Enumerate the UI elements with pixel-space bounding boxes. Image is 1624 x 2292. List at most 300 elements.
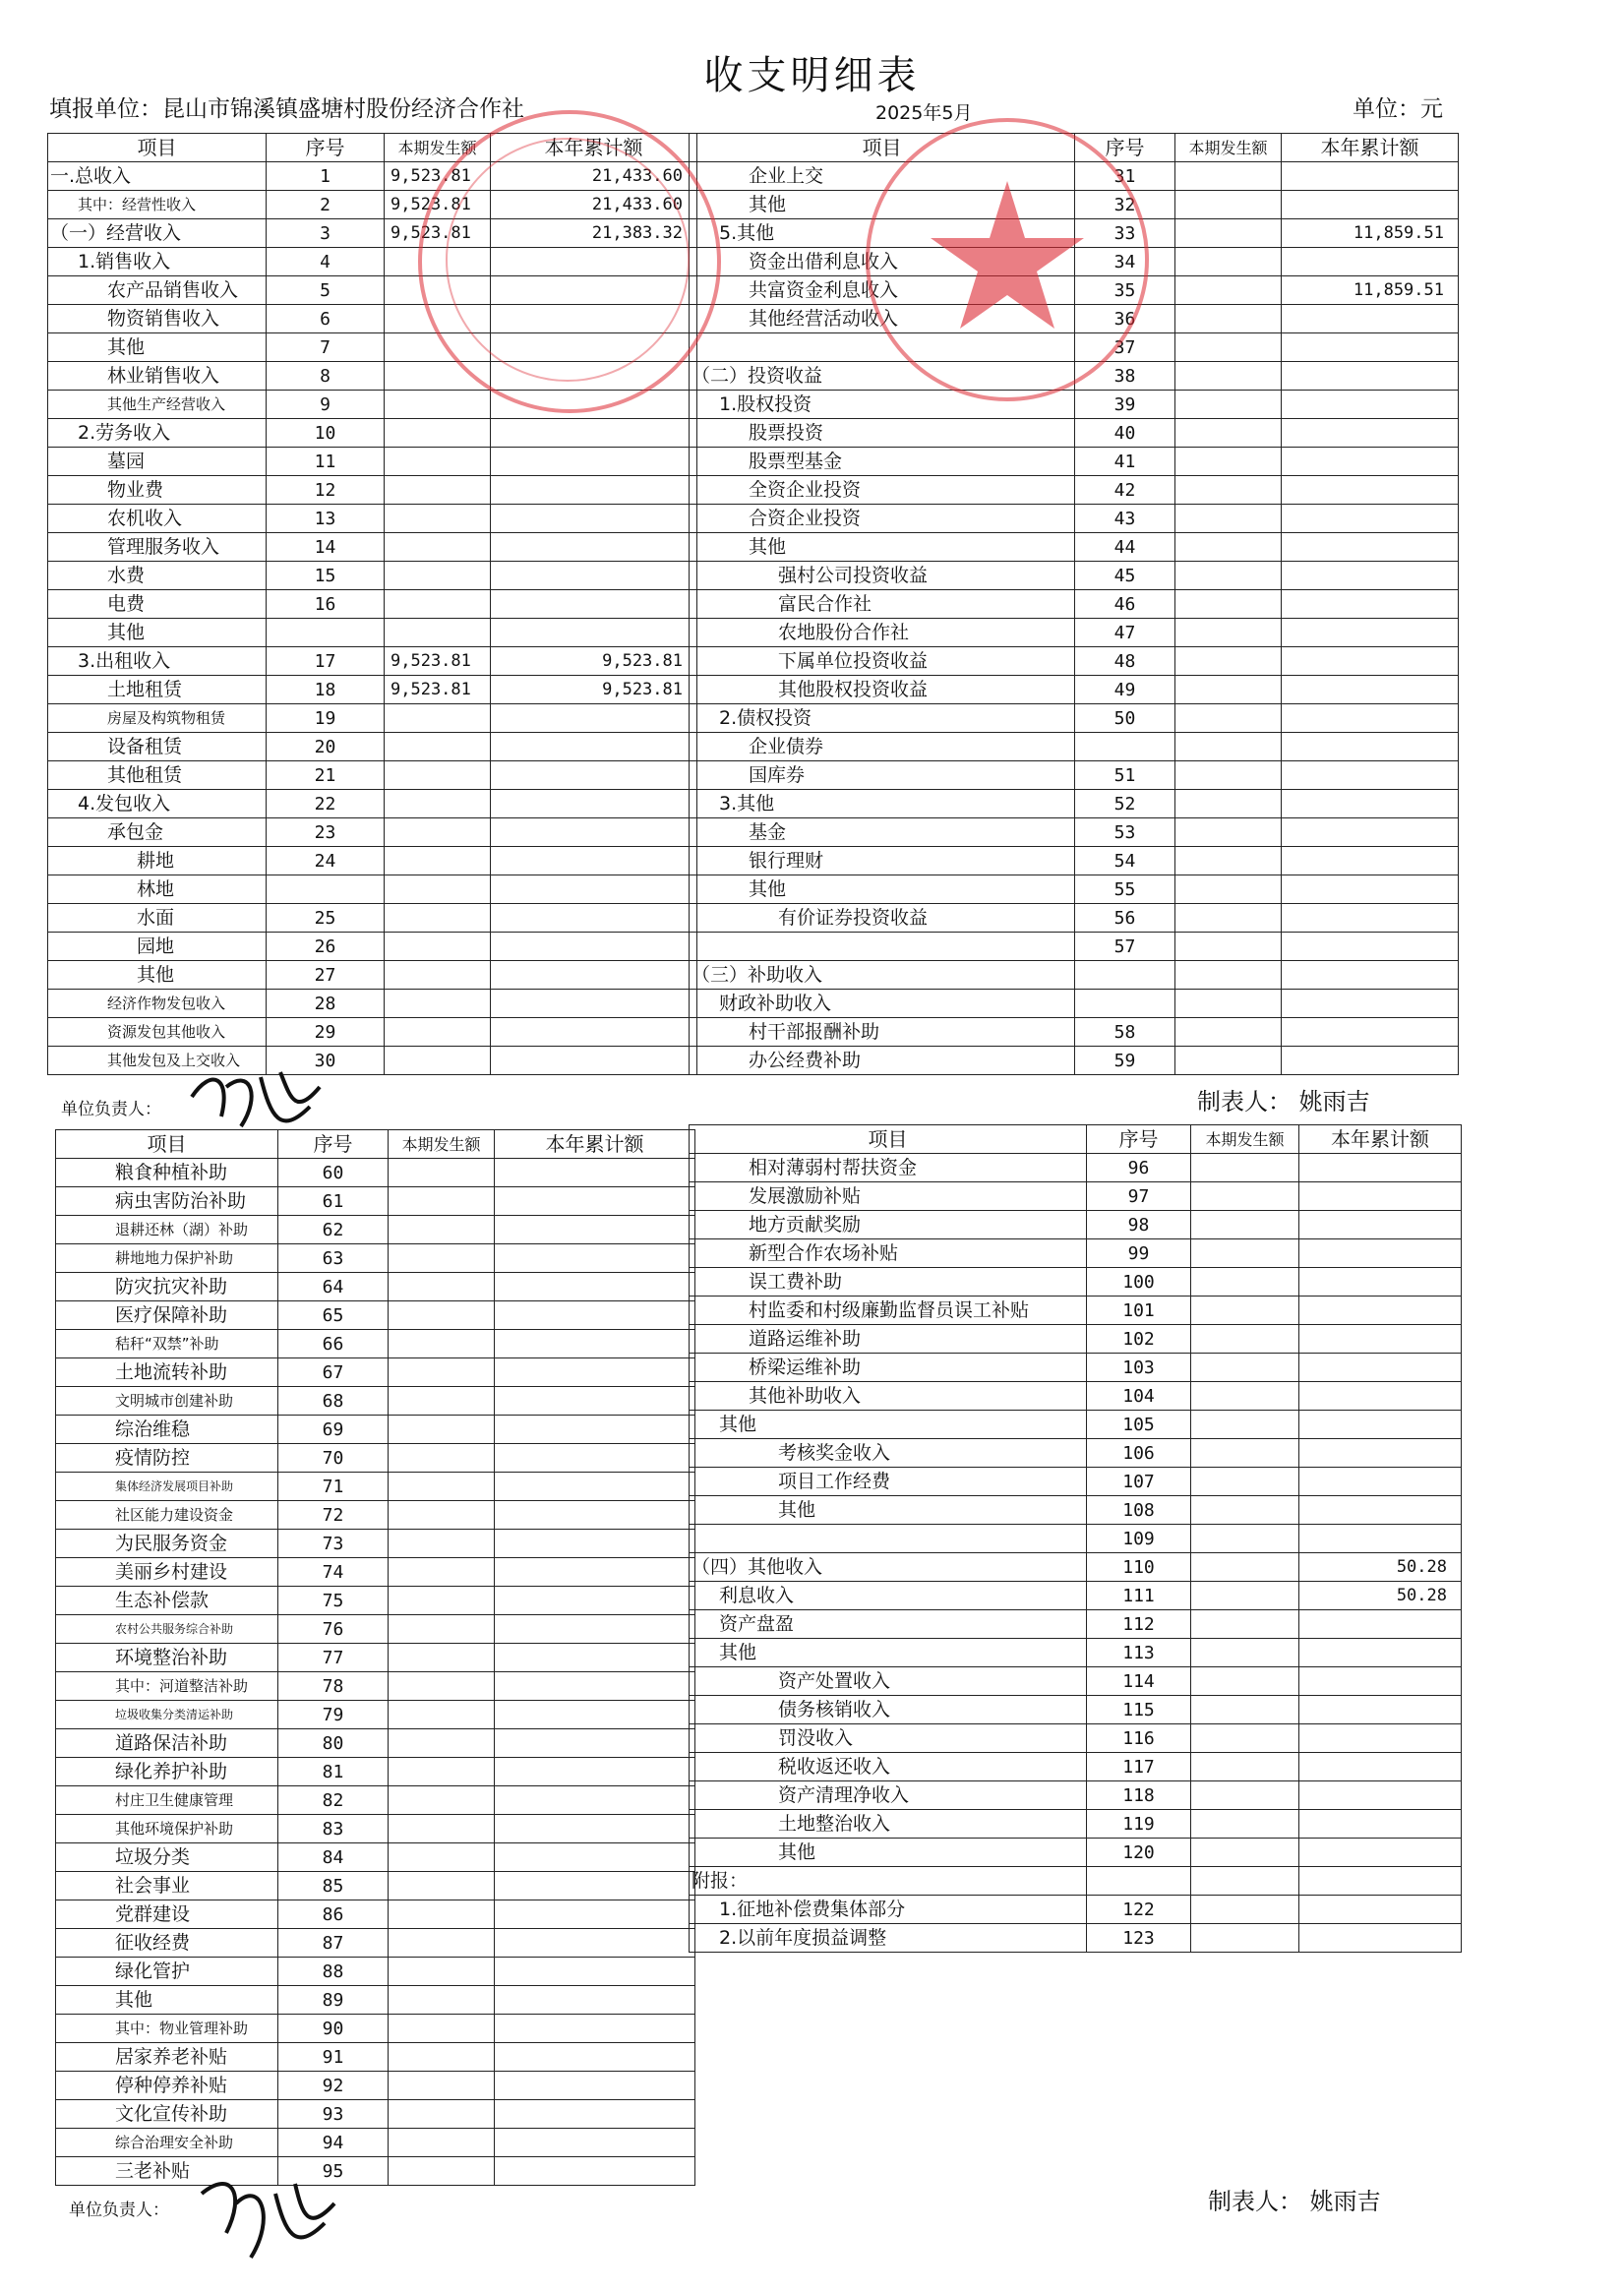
item-cell: 其中：经营性收入 [48,191,267,219]
current-cell [1175,990,1282,1018]
current-cell [1175,676,1282,704]
seq-cell: 122 [1087,1896,1191,1924]
item-cell: 其他 [690,1839,1087,1867]
item-cell: 其他 [48,333,267,362]
ytd-cell: 21,383.32 [491,219,697,248]
table-row [690,590,1459,619]
seq-cell: 25 [267,904,385,933]
table-row [690,1924,1462,1953]
current-cell [385,562,491,590]
seq-cell: 34 [1075,248,1175,276]
item-cell: 项目工作经费 [690,1468,1087,1496]
item-cell: 垃圾分类 [56,1843,278,1872]
ytd-cell [1282,933,1459,961]
seq-cell: 40 [1075,419,1175,448]
seq-cell: 87 [278,1929,389,1958]
ytd-cell [1299,1154,1462,1182]
item-cell: 其他 [690,1496,1087,1525]
item-cell: 共富资金利息收入 [690,276,1075,305]
current-cell [1191,1468,1299,1496]
seq-cell: 97 [1087,1182,1191,1211]
col-seq: 序号 [267,134,385,162]
seq-cell: 48 [1075,647,1175,676]
item-cell: 农产品销售收入 [48,276,267,305]
table-row [690,1696,1462,1724]
current-cell [1191,1382,1299,1411]
table-row [690,904,1459,933]
ytd-cell [1282,676,1459,704]
seq-cell: 52 [1075,790,1175,818]
seq-cell: 86 [278,1900,389,1929]
handwritten-signature-2-icon [192,2164,339,2282]
ytd-cell [1299,1639,1462,1667]
item-cell: 资源发包其他收入 [48,1018,267,1047]
seq-cell: 9 [267,391,385,419]
current-cell [389,1729,495,1758]
item-cell: （四）其他收入 [690,1553,1087,1582]
current-cell: 9,523.81 [385,676,491,704]
ytd-cell [495,1872,695,1900]
item-cell: 富民合作社 [690,590,1075,619]
subsidy-table-2-left [55,1129,695,2186]
ytd-cell [495,1644,695,1672]
current-cell [389,1501,495,1530]
table-row [690,647,1459,676]
current-cell [389,1273,495,1301]
table-row [48,505,697,533]
seq-cell: 28 [267,990,385,1018]
table-row [690,419,1459,448]
item-cell: 1.征地补偿费集体部分 [690,1896,1087,1924]
item-cell: 电费 [48,590,267,619]
item-cell: 为民服务资金 [56,1530,278,1558]
item-cell: 停种停养补贴 [56,2072,278,2100]
seq-cell: 80 [278,1729,389,1758]
current-cell [389,1444,495,1473]
item-cell: 综合治理安全补助 [56,2129,278,2157]
seal-stamp-icon [418,110,721,413]
current-cell: 9,523.81 [385,162,491,191]
ytd-cell [1282,333,1459,362]
col-current: 本期发生额 [389,1130,495,1159]
item-cell: 资金出借利息收入 [690,248,1075,276]
ytd-cell [491,990,697,1018]
seq-cell: 6 [267,305,385,333]
ytd-cell [495,1615,695,1644]
col-current: 本期发生额 [385,134,491,162]
seq-cell: 17 [267,647,385,676]
table-row [56,1330,695,1358]
current-cell [1191,1896,1299,1924]
table-row [690,1268,1462,1297]
item-cell: 农地股份合作社 [690,619,1075,647]
ytd-cell [491,733,697,761]
seq-cell: 60 [278,1159,389,1187]
col-ytd: 本年累计额 [491,134,697,162]
ytd-cell [495,1187,695,1216]
current-cell [1191,1753,1299,1781]
current-cell [389,1216,495,1244]
item-cell: 5.其他 [690,219,1075,248]
ytd-cell [1299,1753,1462,1781]
item-cell: 其他 [690,191,1075,219]
item-cell: 其他 [48,961,267,990]
table-row [56,1929,695,1958]
report-period: 2025年5月 [875,102,973,124]
table-row [690,505,1459,533]
item-cell: 其他生产经营收入 [48,391,267,419]
seq-cell: 42 [1075,476,1175,505]
item-cell: 其他经营活动收入 [690,305,1075,333]
table-row [48,419,697,448]
preparer-1: 制表人： 姚雨吉 [1197,1088,1370,1116]
current-cell [1191,1639,1299,1667]
col-current: 本期发生额 [1191,1125,1299,1154]
item-cell: 承包金 [48,818,267,847]
table-row [690,448,1459,476]
seq-cell: 72 [278,1501,389,1530]
ytd-cell [495,1786,695,1815]
current-cell [385,933,491,961]
seq-cell: 81 [278,1758,389,1786]
seq-cell: 79 [278,1701,389,1729]
seq-cell: 18 [267,676,385,704]
current-cell [389,2043,495,2072]
seq-cell: 24 [267,847,385,875]
current-cell [389,2100,495,2129]
table-row [690,933,1459,961]
ytd-cell [1282,419,1459,448]
item-cell: 环境整治补助 [56,1644,278,1672]
table-row [690,733,1459,761]
item-cell: 医疗保障补助 [56,1301,278,1330]
seq-cell: 91 [278,2043,389,2072]
seq-cell: 31 [1075,162,1175,191]
table-row [48,476,697,505]
table-row [48,448,697,476]
current-cell [385,1018,491,1047]
table-row [690,1610,1462,1639]
seq-cell: 76 [278,1615,389,1644]
seq-cell: 55 [1075,875,1175,904]
ytd-cell [1282,1047,1459,1075]
ytd-cell [495,1358,695,1387]
current-cell [1191,1411,1299,1439]
item-cell: 其中：河道整洁补助 [56,1672,278,1701]
current-cell [1191,1839,1299,1867]
current-cell [385,619,491,647]
seq-cell: 82 [278,1786,389,1815]
current-cell [1191,1496,1299,1525]
current-cell [1191,1553,1299,1582]
col-item: 项目 [690,134,1075,162]
ytd-cell [1299,1896,1462,1924]
ytd-cell [495,1729,695,1758]
seq-cell: 78 [278,1672,389,1701]
seq-cell: 37 [1075,333,1175,362]
ytd-cell [1299,1496,1462,1525]
current-cell [1175,590,1282,619]
current-cell [1175,419,1282,448]
item-cell: 村干部报酬补助 [690,1018,1075,1047]
item-cell: 企业上交 [690,162,1075,191]
ytd-cell [495,2157,695,2186]
table-row [690,1667,1462,1696]
table-row [690,761,1459,790]
item-cell: 其他 [690,875,1075,904]
ytd-cell [495,2015,695,2043]
table-row [56,1815,695,1843]
table-row [56,1216,695,1244]
ytd-cell [491,961,697,990]
ytd-cell [491,761,697,790]
ytd-cell [1299,1354,1462,1382]
table-row [56,1473,695,1501]
ytd-cell [1299,1610,1462,1639]
current-cell [385,961,491,990]
handwritten-signature-1-icon [182,1057,330,1156]
seq-cell: 36 [1075,305,1175,333]
ytd-cell [1282,961,1459,990]
item-cell: 地方贡献奖励 [690,1211,1087,1239]
seq-cell: 56 [1075,904,1175,933]
ytd-cell [495,1301,695,1330]
item-cell: 土地租赁 [48,676,267,704]
item-cell: 耕地 [48,847,267,875]
current-cell [385,733,491,761]
item-cell: 美丽乡村建设 [56,1558,278,1587]
item-cell [690,933,1075,961]
table-row [690,1154,1462,1182]
seq-cell: 105 [1087,1411,1191,1439]
ytd-cell [1282,790,1459,818]
ytd-cell [495,1701,695,1729]
ytd-cell: 9,523.81 [491,676,697,704]
table-row [56,2015,695,2043]
ytd-cell [491,476,697,505]
current-cell: 9,523.81 [385,219,491,248]
unit-head-label-2: 单位负责人： [69,2201,169,2220]
seq-cell: 53 [1075,818,1175,847]
ytd-cell [491,533,697,562]
seq-cell: 19 [267,704,385,733]
table-row [690,619,1459,647]
ytd-cell [491,1047,697,1075]
current-cell [1175,647,1282,676]
ytd-cell [491,704,697,733]
seq-cell: 99 [1087,1239,1191,1268]
current-cell [389,1786,495,1815]
current-cell [389,1530,495,1558]
current-cell [389,2015,495,2043]
current-cell [1175,562,1282,590]
current-cell [389,2072,495,2100]
item-cell: 债务核销收入 [690,1696,1087,1724]
current-cell [1175,904,1282,933]
table-row [690,1496,1462,1525]
ytd-cell [491,790,697,818]
seq-cell: 38 [1075,362,1175,391]
seq-cell: 115 [1087,1696,1191,1724]
ytd-cell [491,505,697,533]
item-cell: 设备租赁 [48,733,267,761]
table-row [690,1382,1462,1411]
table-row [690,818,1459,847]
current-cell [389,1872,495,1900]
current-cell [1175,448,1282,476]
current-cell [389,1330,495,1358]
seq-cell: 63 [278,1244,389,1273]
table-row [690,1553,1462,1582]
current-cell [1175,790,1282,818]
table-row [56,1672,695,1701]
table-row [690,1411,1462,1439]
table-row [48,562,697,590]
seq-cell: 43 [1075,505,1175,533]
ytd-cell [1299,1724,1462,1753]
table-row [48,761,697,790]
item-cell: 党群建设 [56,1900,278,1929]
seq-cell: 7 [267,333,385,362]
current-cell [389,1644,495,1672]
col-item: 项目 [48,134,267,162]
table-row [690,562,1459,590]
current-cell [1191,1354,1299,1382]
seq-cell: 50 [1075,704,1175,733]
table-row [690,1239,1462,1268]
table-row [56,1644,695,1672]
page-title: 收支明细表 [703,53,921,98]
ytd-cell [1282,704,1459,733]
table-row [690,1724,1462,1753]
col-ytd: 本年累计额 [1299,1125,1462,1154]
item-cell: 其他 [48,619,267,647]
table-row [56,2157,695,2186]
seq-cell: 120 [1087,1839,1191,1867]
ytd-cell [495,2072,695,2100]
seq-cell: 61 [278,1187,389,1216]
seq-cell: 71 [278,1473,389,1501]
current-cell [1175,704,1282,733]
item-cell: 绿化养护补助 [56,1758,278,1786]
ytd-cell [1299,1268,1462,1297]
ytd-cell [1282,875,1459,904]
seq-cell: 20 [267,733,385,761]
item-cell: 文明城市创建补助 [56,1387,278,1416]
table-row [690,1839,1462,1867]
current-cell [1175,391,1282,419]
ytd-cell [1282,362,1459,391]
table-row [48,533,697,562]
seq-cell: 29 [267,1018,385,1047]
ytd-cell [491,562,697,590]
seq-cell: 117 [1087,1753,1191,1781]
seq-cell: 70 [278,1444,389,1473]
item-cell: 社会事业 [56,1872,278,1900]
table-row [56,2072,695,2100]
item-cell: 其他 [56,1986,278,2015]
item-cell: 利息收入 [690,1582,1087,1610]
seq-cell: 112 [1087,1610,1191,1639]
item-cell: 物业费 [48,476,267,505]
item-cell: 资产清理净收入 [690,1781,1087,1810]
ytd-cell [495,1159,695,1187]
item-cell: 其他租赁 [48,761,267,790]
currency-unit: 单位：元 [1353,96,1443,122]
seq-cell: 89 [278,1986,389,2015]
seq-cell: 111 [1087,1582,1191,1610]
seq-cell: 62 [278,1216,389,1244]
current-cell [389,1958,495,1986]
seq-cell: 74 [278,1558,389,1587]
col-seq: 序号 [278,1130,389,1159]
ytd-cell [495,1758,695,1786]
seq-cell: 96 [1087,1154,1191,1182]
table-row [690,1211,1462,1239]
table-row [56,1301,695,1330]
seq-cell: 23 [267,818,385,847]
ytd-cell [495,1216,695,1244]
ytd-cell [1282,505,1459,533]
current-cell [1175,476,1282,505]
item-cell: 农机收入 [48,505,267,533]
table-row [48,1047,697,1075]
seq-cell [1087,1867,1191,1896]
seq-cell: 14 [267,533,385,562]
item-cell: 其他环境保护补助 [56,1815,278,1843]
seq-cell: 66 [278,1330,389,1358]
current-cell [385,990,491,1018]
table-row [56,1729,695,1758]
current-cell [389,1672,495,1701]
item-cell: 耕地地力保护补助 [56,1244,278,1273]
current-cell [1175,875,1282,904]
table-row [56,2043,695,2072]
current-cell [389,1843,495,1872]
table-row [690,1018,1459,1047]
seq-cell: 22 [267,790,385,818]
item-cell: 墓园 [48,448,267,476]
seq-cell: 59 [1075,1047,1175,1075]
item-cell: 道路保洁补助 [56,1729,278,1758]
item-cell: 村庄卫生健康管理 [56,1786,278,1815]
table-row [56,1501,695,1530]
seq-cell: 103 [1087,1354,1191,1382]
table-row [690,533,1459,562]
ytd-cell [1282,904,1459,933]
item-cell: 其他 [690,1411,1087,1439]
seq-cell: 35 [1075,276,1175,305]
item-cell: 土地流转补助 [56,1358,278,1387]
item-cell: 社区能力建设资金 [56,1501,278,1530]
ytd-cell [495,1986,695,2015]
table-row [48,875,697,904]
item-cell: 办公经费补助 [690,1047,1075,1075]
current-cell [389,1986,495,2015]
table-row [690,1810,1462,1839]
ytd-cell [495,1672,695,1701]
item-cell: 经济作物发包收入 [48,990,267,1018]
ytd-cell [1299,1667,1462,1696]
ytd-cell [1282,305,1459,333]
seq-cell: 13 [267,505,385,533]
seq-cell: 2 [267,191,385,219]
item-cell: （二）投资收益 [690,362,1075,391]
current-cell: 9,523.81 [385,647,491,676]
item-cell: 1.股权投资 [690,391,1075,419]
current-cell [1175,305,1282,333]
table-row [690,1354,1462,1382]
